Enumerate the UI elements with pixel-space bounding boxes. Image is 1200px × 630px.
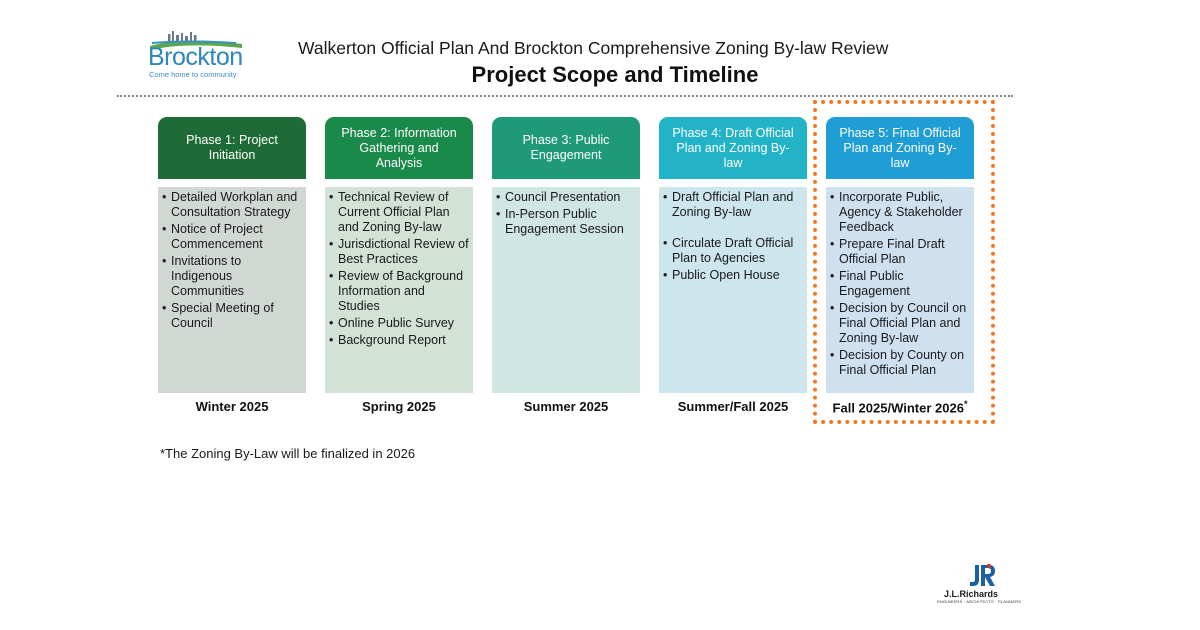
logo-wordmark: Brockton — [148, 43, 243, 71]
phase-task: • Special Meeting of Council — [162, 301, 302, 331]
phase-season-label: Winter 2025 — [195, 399, 269, 414]
phase-task-list — [663, 190, 803, 283]
phase-task: • Review of Background Information and Studies — [329, 269, 469, 314]
phase-title: Phase 5: Final Official Plan and Zoning By-law — [839, 125, 961, 170]
phase-task: • Technical Review of Current Official Plan and Zoning By-law — [329, 190, 469, 235]
phase-task: • Online Public Survey — [329, 316, 469, 331]
phase-task: • Invitations to Indigenous Communities — [162, 254, 302, 299]
phase-task-list — [329, 190, 469, 348]
phase-task: • Jurisdictional Review of Best Practices — [329, 237, 469, 267]
phase-season — [826, 399, 974, 415]
phase-task-box — [826, 187, 974, 393]
phase-season-label: Summer 2025 — [523, 399, 609, 414]
phase-season-label: Spring 2025 — [362, 399, 436, 414]
phase-5-column — [826, 117, 974, 415]
phase-title: Phase 3: Public Engagement — [522, 133, 610, 162]
phase-title: Phase 1: Project Initiation — [186, 133, 278, 162]
season-footnote-mark: * — [963, 399, 968, 409]
phase-task-box — [158, 187, 306, 393]
phase-task-box — [492, 187, 640, 393]
phase-season — [659, 399, 807, 414]
phase-header — [325, 117, 473, 179]
phase-task: • Notice of Project Commencement — [162, 222, 302, 252]
jlr-logo-tagline: ENGINEERS · ARCHITECTS · PLANNERS — [937, 599, 1022, 604]
footnote: *The Zoning By-Law will be finalized in 2026 — [160, 446, 416, 461]
logo-tagline: Come home to community — [149, 70, 237, 79]
phase-task: • Draft Official Plan and Zoning By-law — [663, 190, 803, 220]
phase-task: • Final Public Engagement — [830, 269, 970, 299]
phase-task: • Decision by Council on Final Official Plan and Zoning By-law — [830, 301, 970, 346]
phase-season-label: Summer/Fall 2025 — [677, 399, 789, 414]
phase-task: • Council Presentation — [496, 190, 636, 205]
phase-task-list — [830, 190, 970, 378]
phase-task: • Public Open House — [663, 268, 803, 283]
header-divider — [117, 95, 1013, 97]
phase-3-column — [492, 117, 640, 414]
phase-task: • Incorporate Public, Agency & Stakeholder Feedback — [830, 190, 970, 235]
phase-header — [492, 117, 640, 179]
phase-header — [158, 117, 306, 179]
phase-season — [325, 399, 473, 414]
phase-season — [492, 399, 640, 414]
phase-title: Phase 4: Draft Official Plan and Zoning By-law — [672, 125, 794, 170]
phase-1-column — [158, 117, 306, 414]
phase-task: • Background Report — [329, 333, 469, 348]
phase-4-column — [659, 117, 807, 414]
phase-season-label: Fall 2025/Winter 2026 — [832, 400, 964, 416]
phase-2-column — [325, 117, 473, 414]
phase-task-list — [162, 190, 302, 331]
document-subtitle: Project Scope and Timeline — [471, 62, 759, 87]
phase-task-list — [496, 190, 636, 237]
phase-task: • Circulate Draft Official Plan to Agencies — [663, 236, 803, 266]
phase-task: • In-Person Public Engagement Session — [496, 207, 636, 237]
document-title: Walkerton Official Plan And Brockton Comprehensive Zoning By-law Review — [298, 38, 889, 58]
phase-task: • Decision by County on Final Official Plan — [830, 348, 970, 378]
jlr-logo-name: J.L.Richards — [944, 589, 999, 599]
jlr-logo-mark — [967, 563, 997, 589]
phase-task-box — [659, 187, 807, 393]
phase-task: • Detailed Workplan and Consultation Strategy — [162, 190, 302, 220]
phase-header — [659, 117, 807, 179]
phase-title: Phase 2: Information Gathering and Analysis — [341, 125, 457, 170]
phase-header — [826, 117, 974, 179]
phase-task: • Prepare Final Draft Official Plan — [830, 237, 970, 267]
phase-task-box — [325, 187, 473, 393]
phase-season — [158, 399, 306, 414]
